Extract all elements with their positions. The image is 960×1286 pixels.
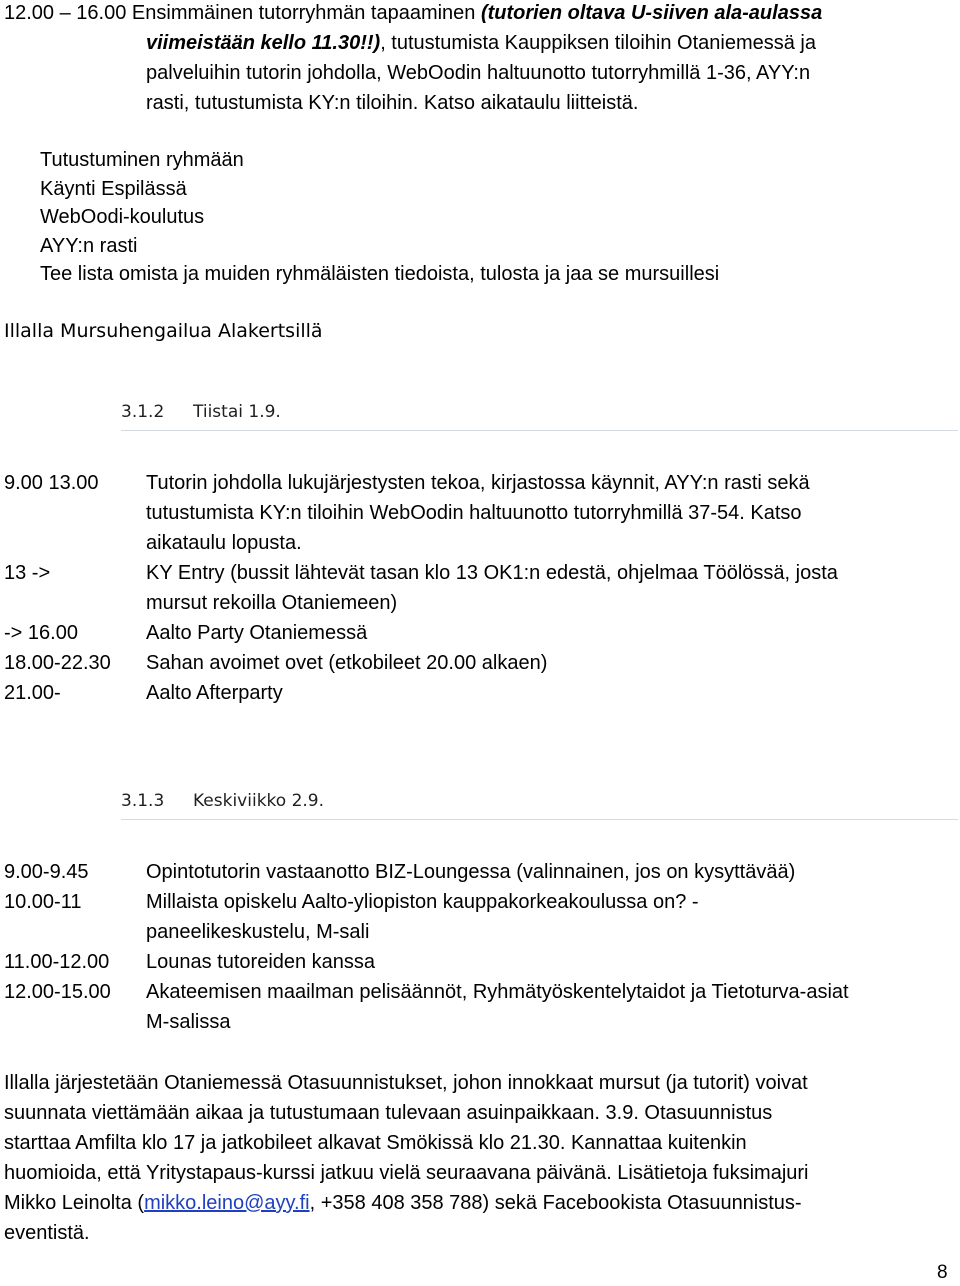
intro-line-2 bbox=[146, 28, 816, 58]
activity-item: WebOodi-koulutus bbox=[40, 206, 205, 228]
activity-item: AYY:n rasti bbox=[40, 235, 138, 257]
schedule-time: 9.00-9.45 bbox=[4, 861, 89, 883]
schedule-desc: Lounas tutoreiden kanssa bbox=[146, 951, 376, 973]
schedule-desc: aikataulu lopusta. bbox=[146, 532, 302, 554]
section-heading-wednesday bbox=[121, 791, 958, 820]
section-title: Tiistai 1.9. bbox=[193, 402, 281, 422]
closing-line: suunnata viettämään aikaa ja tutustumaan tulevaan asuinpaikkaan. 3.9. Otasuunnistus bbox=[4, 1102, 773, 1124]
schedule-desc: Opintotutorin vastaanotto BIZ-Loungessa (valinnainen, jos on kysyttävää) bbox=[146, 861, 796, 883]
schedule-time: 10.00-11 bbox=[4, 891, 82, 913]
intro-emphasis-2: viimeistään kello 11.30!!) bbox=[146, 32, 381, 54]
schedule-time: 11.00-12.00 bbox=[4, 951, 110, 973]
schedule-time: 21.00- bbox=[4, 682, 61, 704]
wednesday-schedule bbox=[0, 857, 960, 1042]
schedule-desc: tutustumista KY:n tiloihin WebOodin haltuunotto tutorryhmillä 37-54. Katso bbox=[146, 502, 802, 524]
activity-item: Tutustuminen ryhmään bbox=[40, 149, 244, 171]
schedule-desc: Aalto Party Otaniemessä bbox=[146, 622, 368, 644]
section-title: Keskiviikko 2.9. bbox=[193, 791, 325, 811]
activity-item: Käynti Espilässä bbox=[40, 178, 187, 200]
schedule-desc: paneelikeskustelu, M-sali bbox=[146, 921, 370, 943]
evening-note-1: Illalla Mursuhengailua Alakertsillä bbox=[4, 320, 323, 342]
schedule-time: 18.00-22.30 bbox=[4, 652, 111, 674]
closing-text: Mikko Leinolta ( bbox=[4, 1192, 145, 1214]
closing-line: eventistä. bbox=[4, 1222, 90, 1244]
closing-line: huomioida, että Yritystapaus-kurssi jatkuu vielä seuraavana päivänä. Lisätietoja fuksimajuri bbox=[4, 1162, 809, 1184]
section-number: 3.1.2 bbox=[121, 402, 165, 422]
schedule-time: 9.00 13.00 bbox=[4, 472, 99, 494]
intro-line-1 bbox=[4, 0, 822, 28]
schedule-desc: Tutorin johdolla lukujärjestysten tekoa, kirjastossa käynnit, AYY:n rasti sekä bbox=[146, 472, 810, 494]
intro-time: 12.00 – 16.00 bbox=[4, 2, 127, 24]
closing-line: starttaa Amfilta klo 17 ja jatkobileet alkavat Smökissä klo 21.30. Kannattaa kuitenkin bbox=[4, 1132, 747, 1154]
tuesday-schedule bbox=[0, 468, 960, 708]
closing-line bbox=[4, 1188, 809, 1218]
page-number: 8 bbox=[937, 1262, 948, 1283]
schedule-desc: Sahan avoimet ovet (etkobileet 20.00 alkaen) bbox=[146, 652, 548, 674]
schedule-desc: KY Entry (bussit lähtevät tasan klo 13 OK1:n edestä, ohjelmaa Töölössä, josta bbox=[146, 562, 838, 584]
intro-emphasis: (tutorien oltava U-siiven ala-aulassa bbox=[480, 2, 823, 24]
schedule-desc: M-salissa bbox=[146, 1011, 231, 1033]
intro-line-4: rasti, tutustumista KY:n tiloihin. Katso aikataulu liitteistä. bbox=[146, 92, 639, 114]
schedule-desc: Aalto Afterparty bbox=[146, 682, 283, 704]
schedule-time: 13 -> bbox=[4, 562, 51, 584]
email-link[interactable]: mikko.leino@ayy.fi bbox=[144, 1192, 310, 1214]
intro-text: Ensimmäinen tutorryhmän tapaaminen bbox=[131, 2, 481, 24]
schedule-time: 12.00-15.00 bbox=[4, 981, 111, 1003]
closing-paragraph bbox=[4, 1068, 809, 1248]
closing-text: , +358 408 358 788) sekä Facebookista Otasuunnistus- bbox=[309, 1192, 802, 1214]
activity-item: Tee lista omista ja muiden ryhmäläisten tiedoista, tulosta ja jaa se mursuillesi bbox=[40, 263, 720, 285]
section-number: 3.1.3 bbox=[121, 791, 165, 811]
schedule-desc: mursut rekoilla Otaniemeen) bbox=[146, 592, 398, 614]
section-heading-tuesday bbox=[121, 402, 958, 431]
closing-line: Illalla järjestetään Otaniemessä Otasuunnistukset, johon innokkaat mursut (ja tutorit) voivat bbox=[4, 1072, 808, 1094]
intro-text-2: , tutustumista Kauppiksen tiloihin Otaniemessä ja bbox=[380, 32, 816, 54]
intro-line-3: palveluihin tutorin johdolla, WebOodin haltuunotto tutorryhmillä 1-36, AYY:n bbox=[146, 62, 811, 84]
schedule-time: -> 16.00 bbox=[4, 622, 78, 644]
schedule-desc: Millaista opiskelu Aalto-yliopiston kauppakorkeakoulussa on? - bbox=[146, 891, 699, 913]
schedule-desc: Akateemisen maailman pelisäännöt, Ryhmätyöskentelytaidot ja Tietoturva-asiat bbox=[146, 981, 849, 1003]
